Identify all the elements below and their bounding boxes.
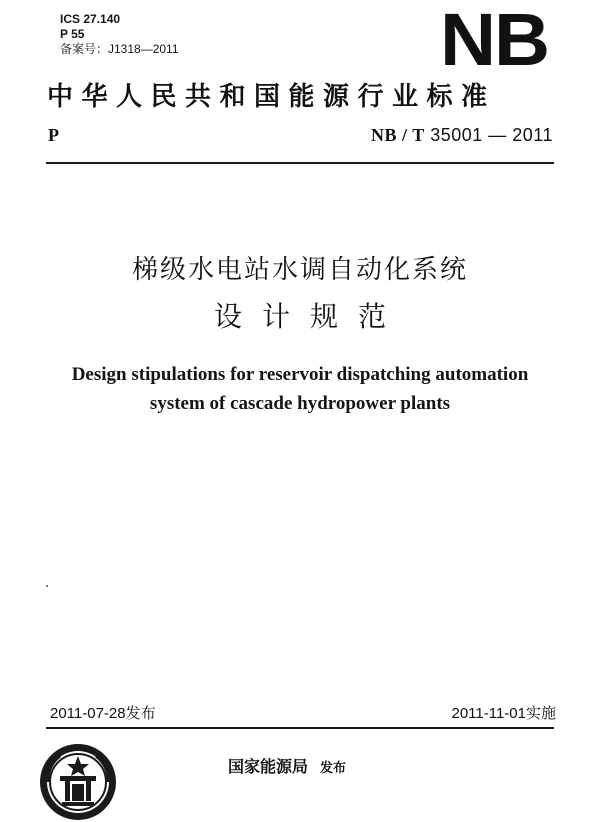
national-emblem-icon	[38, 742, 118, 822]
document-title-en	[30, 360, 570, 418]
standard-class-code: P	[48, 125, 59, 145]
nb-logo: NB	[440, 0, 549, 81]
publisher-action: 发布	[320, 761, 347, 776]
implement-date: 2011-11-01实施	[451, 705, 556, 722]
scan-speck	[46, 585, 48, 587]
bottom-divider	[46, 727, 554, 729]
standard-number	[371, 124, 553, 146]
document-title-en-line2: system of cascade hydropower plants	[149, 393, 451, 414]
top-divider	[46, 162, 554, 164]
standard-title: 中华人民共和国能源行业标准	[47, 82, 496, 112]
publisher	[228, 756, 346, 780]
ics-code: ICS 27.140	[60, 12, 121, 26]
filing-number: 备案号：J1318—2011	[60, 42, 179, 56]
standard-number-value: 35001 — 2011	[430, 125, 553, 145]
document-title-cn-line1: 梯级水电站水调自动化系统	[131, 255, 468, 285]
issue-date: 2011-07-28发布	[50, 705, 156, 722]
publisher-name: 国家能源局	[228, 757, 309, 776]
standard-number-prefix: NB / T	[371, 125, 425, 145]
classification-code: P 55	[60, 27, 85, 41]
document-title-en-line1: Design stipulations for reservoir dispatching automation	[71, 364, 529, 385]
document-title-cn-line2: 设计规范	[213, 300, 406, 333]
